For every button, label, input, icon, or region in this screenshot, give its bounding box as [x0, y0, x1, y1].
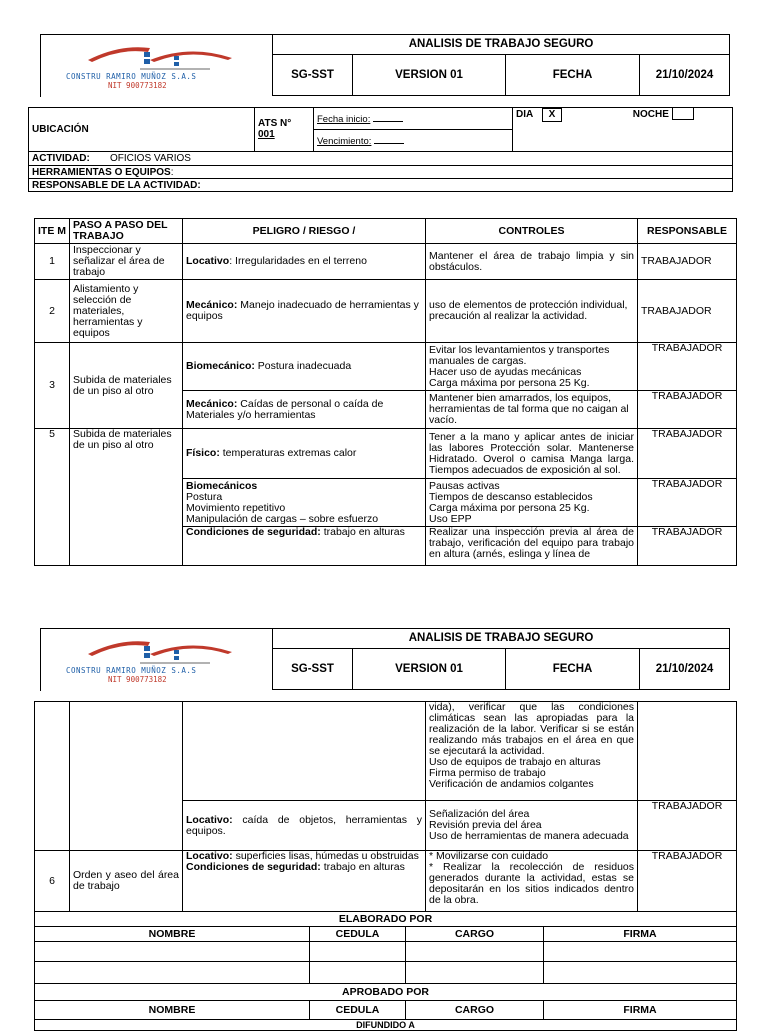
row-paso: Alistamiento y selección de materiales, herramientas y equipos — [70, 280, 183, 343]
control-paragraph: vida), verificar que las condiciones climáticas sean las apropiadas para la realización de la labor. Verificar si se están realizando más trabajos en el área en que se ejecutará la actividad. — [429, 701, 634, 757]
peligro-type: Locativo: — [186, 813, 233, 826]
fecha-inicio-label: Fecha inicio: — [317, 113, 371, 125]
company-logo — [80, 42, 240, 72]
row-paso: Subida de materiales de un piso al otro — [70, 429, 183, 566]
control-line: Carga máxima por persona 25 Kg. — [429, 501, 590, 514]
row-item: 6 — [35, 851, 70, 912]
peligro-type: Locativo: — [186, 850, 233, 862]
row-peligro — [183, 527, 426, 566]
doc-date-value: 21/10/2024 — [640, 55, 730, 96]
doc-title: ANALISIS DE TRABAJO SEGURO — [273, 629, 730, 649]
vencimiento-line[interactable] — [374, 135, 404, 144]
peligro-line: Movimiento repetitivo — [186, 501, 286, 514]
row-responsable: TRABAJADOR — [638, 343, 737, 391]
col-paso: PASO A PASO DEL TRABAJO — [70, 219, 183, 244]
row-responsable: TRABAJADOR — [638, 527, 737, 566]
sig-col-nombre: NOMBRE — [35, 927, 310, 942]
row-item: 5 — [35, 429, 70, 566]
table-row — [35, 280, 737, 343]
col-item: ITE M — [35, 219, 70, 244]
elaborado-por-header: ELABORADO POR — [35, 912, 737, 927]
control-line: Pausas activas — [429, 479, 500, 492]
table-row — [35, 702, 737, 801]
page1-header-table — [272, 34, 730, 96]
peligro-desc: Postura inadecuada — [254, 360, 352, 372]
col-responsable: RESPONSABLE — [638, 219, 737, 244]
ats-main-table — [34, 218, 737, 566]
row-responsable: TRABAJADOR — [638, 479, 737, 527]
peligro-type: Biomecánicos — [186, 479, 258, 492]
signatures-table — [34, 911, 737, 1031]
vencimiento-cell[interactable] — [314, 130, 513, 152]
row-control — [426, 801, 638, 851]
peligro-desc: trabajo en alturas — [320, 526, 405, 538]
doc-title: ANALISIS DE TRABAJO SEGURO — [273, 35, 730, 55]
control-line: Revisión previa del área — [429, 819, 542, 831]
row-item — [35, 702, 70, 851]
ats-main-table-continued — [34, 701, 737, 912]
company-logo — [80, 636, 240, 666]
row-peligro — [183, 851, 426, 912]
row-peligro — [183, 801, 426, 851]
control-line: Verificación de andamios colgantes — [429, 778, 594, 790]
row-item: 1 — [35, 244, 70, 280]
row-responsable: TRABAJADOR — [638, 801, 737, 851]
sig-col-nombre: NOMBRE — [35, 1001, 310, 1020]
row-item: 2 — [35, 280, 70, 343]
vencimiento-label: Vencimiento: — [317, 135, 372, 147]
row-control — [426, 479, 638, 527]
row-peligro — [183, 429, 426, 479]
row-control — [426, 851, 638, 912]
row-peligro — [183, 343, 426, 391]
row-responsable: TRABAJADOR — [638, 391, 737, 429]
control-line: Evitar los levantamientos y transportes manuales de cargas. — [429, 343, 610, 367]
fecha-inicio-cell[interactable] — [314, 108, 513, 130]
row-responsable: TRABAJADOR — [638, 244, 737, 280]
peligro-type: Biomecánico: — [186, 360, 255, 372]
row-peligro — [183, 479, 426, 527]
peligro-line: Postura — [186, 490, 223, 503]
noche-checkbox[interactable] — [672, 108, 694, 121]
row-paso — [70, 702, 183, 851]
actividad-label: ACTIVIDAD: — [32, 153, 90, 164]
dia-label: DIA — [516, 109, 534, 120]
turno-cell — [513, 108, 733, 152]
doc-version: VERSION 01 — [353, 55, 506, 96]
row-peligro — [183, 702, 426, 801]
herramientas-colon: : — [170, 166, 174, 178]
herramientas-row — [29, 166, 733, 179]
table-row — [35, 244, 737, 280]
control-line: Uso EPP — [429, 512, 472, 525]
row-paso: Inspeccionar y señalizar el área de trabajo — [70, 244, 183, 280]
signature-row[interactable] — [35, 942, 737, 962]
row-responsable: TRABAJADOR — [638, 851, 737, 912]
peligro-type: Físico: — [186, 447, 220, 459]
sig-col-cargo: CARGO — [406, 1001, 544, 1020]
sig-col-firma: FIRMA — [544, 1001, 737, 1020]
peligro-desc: Caídas de personal o caída de Materiales y/o herramientas — [186, 397, 384, 421]
row-peligro — [183, 280, 426, 343]
peligro-type: Condiciones de seguridad: — [186, 861, 321, 873]
responsable-actividad-label: RESPONSABLE DE LA ACTIVIDAD: — [29, 179, 733, 192]
control-line: * Realizar la recolección de residuos generados durante la actividad, estas se depositarán en los sitios indicados dentro de la obra. — [429, 861, 634, 906]
sig-col-cargo: CARGO — [406, 927, 544, 942]
peligro-desc: : Irregularidades en el terreno — [229, 255, 367, 267]
peligro-type: Mecánico: — [186, 299, 238, 311]
actividad-row — [29, 152, 733, 166]
row-responsable — [638, 702, 737, 801]
row-item: 3 — [35, 343, 70, 429]
doc-date-label: FECHA — [506, 649, 640, 690]
row-control — [426, 343, 638, 391]
control-line: Hacer uso de ayudas mecánicas — [429, 365, 582, 378]
row-control — [426, 702, 638, 801]
row-paso: Orden y aseo del área de trabajo — [70, 851, 183, 912]
ats-label: ATS N° — [258, 118, 292, 129]
control-line: * Movilizarse con cuidado — [429, 850, 549, 862]
company-nit: NIT 900773182 — [108, 675, 167, 684]
peligro-type: Condiciones de seguridad: — [186, 526, 321, 538]
peligro-desc: temperaturas extremas calor — [219, 447, 357, 459]
peligro-type: Locativo — [186, 255, 230, 267]
peligro-desc: Manejo inadecuado de herramientas y equipos — [186, 299, 419, 322]
sig-col-firma: FIRMA — [544, 927, 737, 942]
doc-version: VERSION 01 — [353, 649, 506, 690]
meta-table — [28, 107, 733, 192]
house-logo-icon — [80, 636, 240, 666]
row-control: uso de elementos de protección individual, precaución al realizar la actividad. — [426, 280, 638, 343]
sig-col-cedula: CEDULA — [310, 1001, 406, 1020]
doc-date-value: 21/10/2024 — [640, 649, 730, 690]
company-nit: NIT 900773182 — [108, 81, 167, 90]
table-row — [35, 343, 737, 391]
row-peligro — [183, 244, 426, 280]
company-name: CONSTRU RAMIRO MUÑOZ S.A.S — [66, 666, 197, 675]
peligro-desc: trabajo en alturas — [320, 861, 405, 873]
control-line: Señalización del área — [429, 808, 530, 820]
row-responsable: TRABAJADOR — [638, 280, 737, 343]
control-line: Uso de herramientas de manera adecuada — [429, 830, 629, 842]
peligro-desc: caída de objetos, herramientas y equipos. — [186, 813, 422, 837]
peligro-desc: superficies lisas, húmedas u obstruidas — [232, 850, 419, 862]
aprobado-por-header: APROBADO POR — [35, 984, 737, 1001]
doc-code: SG-SST — [273, 55, 353, 96]
doc-date-label: FECHA — [506, 55, 640, 96]
ats-number: 001 — [258, 129, 275, 140]
control-line: Firma permiso de trabajo — [429, 767, 546, 779]
difundido-header: DIFUNDIDO A — [35, 1020, 737, 1031]
actividad-value: OFICIOS VARIOS — [110, 153, 191, 164]
company-name: CONSTRU RAMIRO MUÑOZ S.A.S — [66, 72, 197, 81]
table-row — [35, 429, 737, 479]
row-control: Mantener el área de trabajo limpia y sin obstáculos. — [426, 244, 638, 280]
page2-header-table — [272, 628, 730, 690]
row-control: Realizar una inspección previa al área de trabajo, verificación del equipo para trabajo en altura (arnés, eslinga y línea de — [426, 527, 638, 566]
control-line: Tiempos de descanso establecidos — [429, 490, 593, 503]
table-row — [35, 851, 737, 912]
row-control: Mantener bien amarrados, los equipos, herramientas de tal forma que no caigan al vacío. — [426, 391, 638, 429]
row-control: Tener a la mano y aplicar antes de iniciar las labores Protección solar. Mantenerse Hidratado. Overol o camisa Manga larga. Tiempos adecuados de exposición al sol. — [426, 429, 638, 479]
herramientas-label: HERRAMIENTAS O EQUIPOS — [32, 166, 171, 178]
noche-label: NOCHE — [632, 109, 669, 120]
row-peligro — [183, 391, 426, 429]
control-line: Carga máxima por persona 25 Kg. — [429, 376, 590, 389]
sig-col-cedula: CEDULA — [310, 927, 406, 942]
ubicacion-label: UBICACIÓN — [29, 108, 255, 152]
col-peligro: PELIGRO / RIESGO / — [183, 219, 426, 244]
peligro-line: Manipulación de cargas – sobre esfuerzo — [186, 512, 379, 525]
dia-checkbox[interactable]: X — [542, 108, 562, 122]
signature-row[interactable] — [35, 962, 737, 984]
row-responsable: TRABAJADOR — [638, 429, 737, 479]
row-paso: Subida de materiales de un piso al otro — [70, 343, 183, 429]
fecha-inicio-line[interactable] — [373, 113, 403, 122]
control-line: Uso de equipos de trabajo en alturas — [429, 756, 601, 768]
house-logo-icon — [80, 42, 240, 72]
doc-code: SG-SST — [273, 649, 353, 690]
peligro-type: Mecánico: — [186, 397, 238, 410]
ats-cell — [255, 108, 314, 152]
col-controles: CONTROLES — [426, 219, 638, 244]
